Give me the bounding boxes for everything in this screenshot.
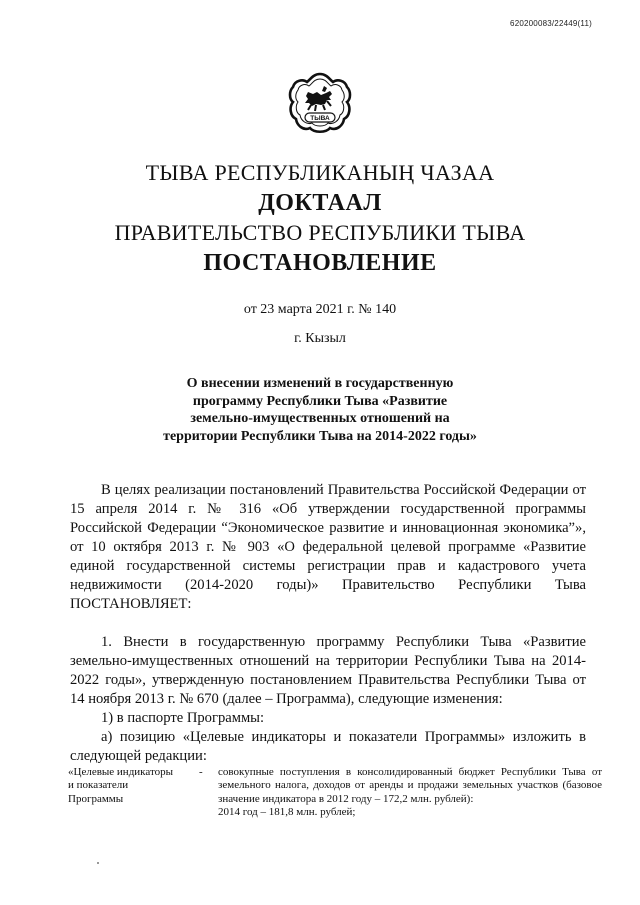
document-body: [70, 481, 586, 766]
header-resolution: ПОСТАНОВЛЕНИЕ: [203, 250, 437, 276]
city: г. Кызыл: [294, 331, 346, 346]
date-line: от 23 марта 2021 г. № 140: [243, 302, 397, 317]
title-line: территории Республики Тыва на 2014-2022 годы»: [163, 428, 477, 444]
header-tuvan-resolution: ДОКТААЛ: [258, 190, 382, 216]
document-title: [0, 375, 640, 445]
title-line: земельно-имущественных отношений на: [190, 411, 450, 426]
header: [0, 158, 640, 278]
title-line: О внесении изменений в государственную: [186, 376, 454, 391]
header-tuvan-government: ТЫВА РЕСПУБЛИКАНЫҢ ЧАЗАА: [145, 160, 495, 185]
paragraph-item-1: 1. Внести в государственную программу Республики Тыва «Развитие земельно-имущественных отношений на территории Республики Тыва на 2014-2022 годы», утвержденную постановлением Правительства Республики Тыва от 14 ноября 2013 г. № 670 (далее – Программа), следующие изменения:: [70, 634, 586, 707]
paragraph-subitem-a: а) позицию «Целевые индикаторы и показатели Программы» изложить в следующей редакции:: [70, 729, 586, 764]
tuva-emblem-icon: [286, 70, 354, 140]
table-right-cell: [218, 766, 602, 820]
table-right-line: 2014 год – 181,8 млн. рублей;: [218, 806, 356, 819]
scan-artifact: [97, 862, 99, 864]
paragraph-subitem-1: 1) в паспорте Программы:: [101, 710, 265, 726]
document-id: 620200083/22449(11): [510, 19, 592, 28]
table-dash: -: [199, 766, 203, 778]
paragraph-preamble: В целях реализации постановлений Правительства Российской Федерации от 15 апреля 2014 г. № 316 «Об утверждении государственной программы Российской Федерации “Экономическое развитие и инновационная экономика”», от 10 октября 2013 г. № 903 «О федеральной целевой программе «Развитие единой государственной системы регистрации прав и кадастрового учета недвижимости (2014-2020 годы)» Правительство Республики Тыва ПОСТАНОВЛЯЕТ:: [70, 482, 586, 612]
header-government: ПРАВИТЕЛЬСТВО РЕСПУБЛИКИ ТЫВА: [114, 220, 526, 245]
table-right-text: совокупные поступления в консолидированный бюджет Республики Тыва от земельного налога, доходов от аренды и продажи земельных участков (базовое значение индикатора в 2012 году – 172,2 млн. рублей):: [218, 766, 602, 805]
svg-text:ТЫВА: ТЫВА: [310, 115, 330, 123]
title-line: программу Республики Тыва «Развитие: [192, 393, 448, 409]
table-left-cell: «Целевые индикаторы и показатели Программы: [68, 766, 173, 805]
